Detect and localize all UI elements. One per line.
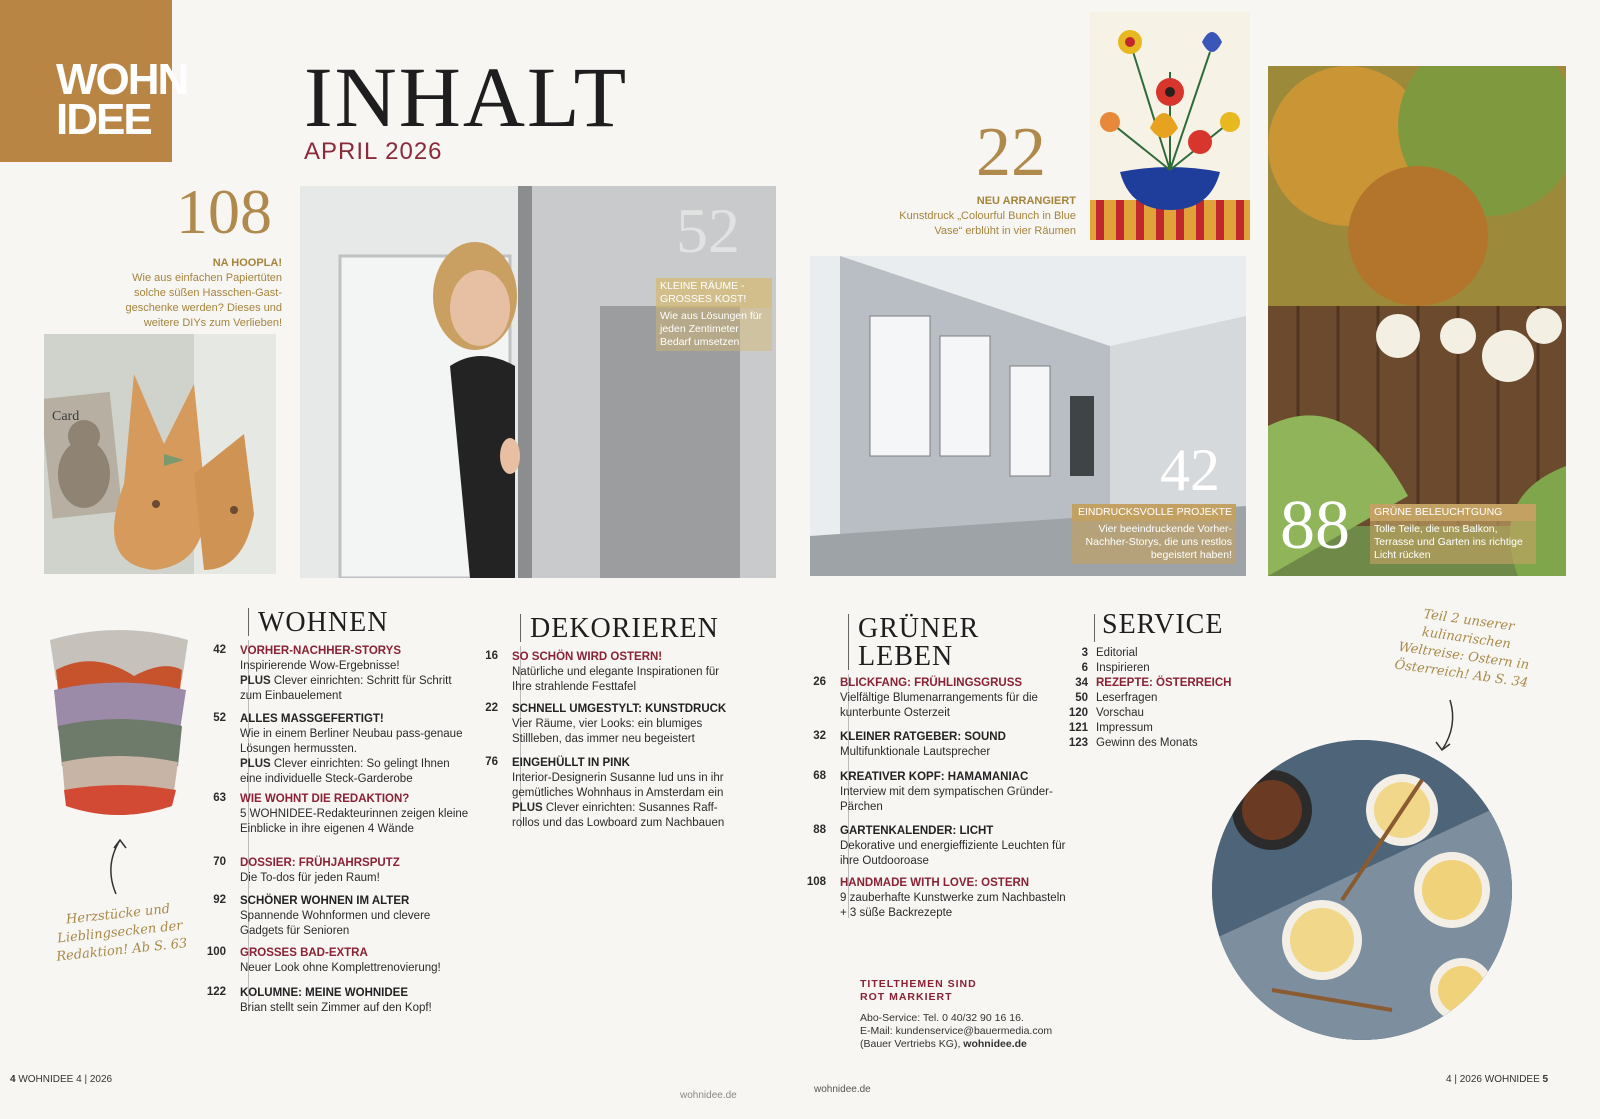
service-item[interactable] bbox=[1054, 691, 1157, 706]
note-line-1: TITELTHEMEN SIND bbox=[860, 978, 977, 990]
feature-88-head: GRÜNE BELEUCHTGUNG bbox=[1370, 504, 1536, 521]
bowls-illustration bbox=[44, 620, 194, 830]
page-number: 6 bbox=[1081, 662, 1088, 674]
service-label: Leserfragen bbox=[1096, 692, 1158, 704]
item-head: BLICKFANG: FRÜHLINGSGRUSS bbox=[840, 677, 1023, 689]
page-number: 122 bbox=[206, 986, 226, 998]
note-line-2: ROT MARKIERT bbox=[860, 991, 953, 1003]
item-text: Interview mit dem sympatischen Gründer-Pärchen bbox=[840, 786, 1053, 813]
page-number: 22 bbox=[485, 702, 498, 714]
feature-88-text: Tolle Teile, die uns Balkon, Terrasse und Garten ins richtige Licht rücken bbox=[1370, 521, 1536, 564]
feature-52-caption bbox=[656, 278, 772, 351]
easter-bunny-illustration bbox=[44, 334, 276, 574]
wohnen-rule bbox=[248, 608, 249, 636]
food-arrow bbox=[1428, 698, 1468, 754]
gruener-item[interactable] bbox=[800, 876, 1070, 921]
item-text: Multifunktionale Lautsprecher bbox=[840, 746, 991, 758]
plus-text: Clever einrichten: So gelingt Ihnen eine individuelle Steck-Garderobe bbox=[240, 758, 450, 785]
service-label: Vorschau bbox=[1096, 707, 1144, 719]
page-number: 100 bbox=[206, 946, 226, 958]
item-text: Spannende Wohnformen und clevere Gadgets für Senioren bbox=[240, 910, 431, 937]
footer-right-mag: WOHNIDEE bbox=[1484, 1074, 1540, 1085]
vertrieb-text: (Bauer Vertriebs KG), bbox=[860, 1038, 961, 1050]
service-label: Editorial bbox=[1096, 647, 1138, 659]
item-head: GROSSES BAD-EXTRA bbox=[240, 947, 368, 959]
footer-right-page: 5 bbox=[1542, 1074, 1549, 1085]
item-text: 5 WOHNIDEE-Redakteurinnen zeigen kleine Einblicke in ihre eigenen 4 Wände bbox=[240, 808, 469, 835]
dekorieren-item[interactable] bbox=[472, 702, 742, 747]
logo-line-1: WOHN bbox=[56, 55, 188, 104]
gruener-item[interactable] bbox=[800, 824, 1070, 869]
food-note: Teil 2 unserer kulinarischen Weltreise: Ostern in Österreich! Ab S. 34 bbox=[1393, 606, 1531, 692]
service-item[interactable] bbox=[1054, 706, 1144, 721]
wohnen-item[interactable] bbox=[200, 946, 470, 976]
page-number: 120 bbox=[1068, 707, 1088, 719]
plus-text: Clever einrichten: Susannes Raff-rollos und das Lowboard zum Nachbauen bbox=[512, 802, 725, 829]
item-body bbox=[240, 894, 470, 939]
magazine-logo bbox=[0, 0, 188, 162]
feature-52-number: 52 bbox=[676, 195, 740, 266]
item-head: ALLES MASSGEFERTIGT! bbox=[240, 713, 384, 725]
page-number: 3 bbox=[1081, 647, 1088, 659]
feature-88-number: 88 bbox=[1280, 487, 1350, 564]
feature-52-head: KLEINE RÄUME - GROSSES KOST! bbox=[656, 278, 772, 308]
feature-88-photo bbox=[1268, 66, 1566, 576]
footer-left-issue: 4 | 2026 bbox=[76, 1074, 113, 1085]
item-head: SCHÖNER WOHNEN IM ALTER bbox=[240, 895, 410, 907]
feature-42-caption bbox=[1072, 504, 1236, 564]
service-label: Impressum bbox=[1096, 722, 1153, 734]
plus-text: Clever einrichten: Schritt für Schritt zum Einbauelement bbox=[240, 675, 452, 702]
feature-22-head: NEU ARRANGIERT bbox=[976, 195, 1076, 207]
service-item[interactable] bbox=[1054, 676, 1231, 691]
item-text: Dekorative und energieffiziente Leuchten für ihre Outdooroase bbox=[840, 840, 1066, 867]
feature-42-photo bbox=[810, 256, 1246, 576]
title-themes-note bbox=[860, 978, 977, 1004]
item-body bbox=[840, 676, 1070, 721]
dekorieren-item[interactable] bbox=[472, 650, 742, 695]
footer-center-right: wohnidee.de bbox=[814, 1084, 871, 1095]
item-head: KREATIVER KOPF: HAMAMANIAC bbox=[840, 771, 1029, 783]
page-number: 68 bbox=[813, 770, 826, 782]
bowls-image bbox=[44, 620, 194, 830]
food-illustration bbox=[1212, 740, 1512, 1040]
arrow-up-icon bbox=[100, 836, 140, 896]
feature-42-text: Vier beeindruckende Vorher-Nachher-Storys, die uns restlos begeistert haben! bbox=[1072, 521, 1236, 564]
feature-42-number: 42 bbox=[1160, 437, 1220, 503]
wohnen-item[interactable] bbox=[200, 792, 470, 837]
footer-left bbox=[10, 1074, 112, 1085]
abo-service: Abo-Service: Tel. 0 40/32 90 16 16. bbox=[860, 1012, 1024, 1024]
contact-block bbox=[860, 1012, 1052, 1051]
wohnen-item[interactable] bbox=[200, 856, 470, 886]
footer-left-mag: WOHNIDEE bbox=[18, 1074, 74, 1085]
item-body bbox=[240, 644, 470, 704]
footer-center-left: wohnidee.de bbox=[680, 1090, 737, 1101]
dekorieren-rule bbox=[520, 614, 521, 642]
page-number: 63 bbox=[213, 792, 226, 804]
page-number: 16 bbox=[485, 650, 498, 662]
plus-label: PLUS bbox=[240, 758, 271, 770]
service-item[interactable] bbox=[1054, 661, 1150, 676]
item-body bbox=[240, 792, 470, 837]
item-text: Natürliche und elegante Inspirationen für Ihre strahlende Festtafel bbox=[512, 666, 720, 693]
item-head: EINGEHÜLLT IN PINK bbox=[512, 757, 630, 769]
service-item[interactable] bbox=[1054, 646, 1138, 661]
item-head: KLEINER RATGEBER: SOUND bbox=[840, 731, 1006, 743]
feature-108-text: Wie aus einfachen Papiertüten solche süßen Hasschen-Gast-geschenke werden? Dieses und weitere DIYs zum Verlieben! bbox=[125, 272, 282, 329]
gruener-title-2: LEBEN bbox=[858, 641, 954, 672]
flower-vase-illustration bbox=[1090, 12, 1250, 240]
feature-88-caption bbox=[1370, 504, 1536, 564]
item-head: VORHER-NACHHER-STORYS bbox=[240, 645, 402, 657]
page-number: 70 bbox=[213, 856, 226, 868]
page-number: 108 bbox=[806, 876, 826, 888]
item-text: Vier Räume, vier Looks: ein blumiges Stillleben, das immer neu begeistert bbox=[512, 718, 703, 745]
item-body bbox=[840, 770, 1070, 815]
item-head: WIE WOHNT DIE REDAKTION? bbox=[240, 793, 410, 805]
item-body bbox=[840, 824, 1070, 869]
item-text: Brian stellt sein Zimmer auf den Kopf! bbox=[240, 1002, 432, 1014]
page-number: 92 bbox=[213, 894, 226, 906]
bowls-note: Herzstücke und Lieblingsecken der Redaktion! Ab S. 63 bbox=[55, 901, 188, 965]
logo-line-2: IDEE bbox=[56, 95, 151, 144]
footer-right-issue: 4 | 2026 bbox=[1446, 1074, 1482, 1085]
wohnen-item[interactable] bbox=[200, 894, 470, 939]
item-head: SCHNELL UMGESTYLT: KUNSTDRUCK bbox=[512, 703, 727, 715]
feature-22-text: Kunstdruck „Colourful Bunch in Blue Vase“ erblüht in vier Räumen bbox=[899, 210, 1076, 237]
footer-left-page: 4 bbox=[10, 1074, 16, 1085]
dekorieren-item[interactable] bbox=[472, 756, 742, 831]
service-label: REZEPTE: ÖSTERREICH bbox=[1096, 677, 1232, 689]
item-body bbox=[512, 756, 742, 831]
page-number: 42 bbox=[213, 644, 226, 656]
gruener-item[interactable] bbox=[800, 676, 1070, 721]
item-text: Wie in einem Berliner Neubau pass-genaue Lösungen hermussten. bbox=[240, 728, 463, 755]
item-body bbox=[240, 856, 470, 886]
item-head: DOSSIER: FRÜHJAHRSPUTZ bbox=[240, 857, 400, 869]
service-item[interactable] bbox=[1054, 721, 1153, 736]
item-text: Die To-dos für jeden Raum! bbox=[240, 872, 380, 884]
bowls-arrow bbox=[100, 836, 140, 896]
feature-108-head: NA HOOPLA! bbox=[212, 257, 282, 269]
food-photo bbox=[1212, 740, 1512, 1040]
page-number: 123 bbox=[1068, 737, 1088, 749]
page-subtitle: APRIL 2026 bbox=[304, 138, 443, 165]
item-body bbox=[512, 650, 742, 695]
item-head: SO SCHÖN WIRD OSTERN! bbox=[512, 651, 663, 663]
dekorieren-title: DEKORIEREN bbox=[530, 613, 719, 644]
gruener-rule bbox=[848, 614, 849, 670]
item-text: Interior-Designerin Susanne lud uns in ihr gemütliches Wohnhaus in Amsterdam ein bbox=[512, 772, 724, 799]
gruener-item[interactable] bbox=[800, 770, 1070, 815]
item-text: Inspirierende Wow-Ergebnisse! bbox=[240, 660, 400, 672]
item-body bbox=[840, 876, 1070, 921]
wohnen-item[interactable] bbox=[200, 986, 470, 1016]
item-body bbox=[240, 946, 470, 976]
gruener-title-1: GRÜNER bbox=[858, 613, 980, 644]
page-number: 52 bbox=[213, 712, 226, 724]
item-head: HANDMADE WITH LOVE: OSTERN bbox=[840, 877, 1030, 889]
service-label: Inspirieren bbox=[1096, 662, 1150, 674]
footer-right bbox=[1446, 1074, 1548, 1085]
item-body bbox=[840, 730, 1070, 760]
easter-bunny-photo bbox=[44, 334, 276, 574]
feature-52-text: Wie aus Lösungen für jeden Zentimeter Bedarf umsetzen bbox=[656, 308, 772, 351]
page-number: 50 bbox=[1075, 692, 1088, 704]
feature-22-number: 22 bbox=[976, 114, 1046, 191]
item-text: Neuer Look ohne Komplettrenovierung! bbox=[240, 962, 441, 974]
wohnen-item[interactable] bbox=[200, 712, 470, 787]
page-number: 121 bbox=[1068, 722, 1088, 734]
page-number: 76 bbox=[485, 756, 498, 768]
plus-label: PLUS bbox=[512, 802, 543, 814]
service-rule bbox=[1094, 614, 1095, 642]
email-link[interactable]: E-Mail: kundenservice@bauermedia.com bbox=[860, 1025, 1053, 1037]
page-number: 88 bbox=[813, 824, 826, 836]
feature-108-caption bbox=[120, 256, 282, 331]
feature-108-number: 108 bbox=[176, 176, 272, 247]
service-title: SERVICE bbox=[1102, 609, 1224, 640]
gruener-item[interactable] bbox=[800, 730, 1070, 760]
item-body bbox=[512, 702, 742, 747]
flower-print-image bbox=[1090, 12, 1250, 240]
service-label: Gewinn des Monats bbox=[1096, 737, 1198, 749]
service-item[interactable] bbox=[1054, 736, 1198, 751]
feature-52-photo bbox=[300, 186, 776, 578]
bunny-card-text: Card bbox=[52, 409, 80, 424]
wohnen-item[interactable] bbox=[200, 644, 470, 704]
website-link[interactable]: wohnidee.de bbox=[963, 1038, 1027, 1050]
item-body bbox=[240, 986, 470, 1016]
item-body bbox=[240, 712, 470, 787]
page-number: 32 bbox=[813, 730, 826, 742]
item-head: KOLUMNE: MEINE WOHNIDEE bbox=[240, 987, 409, 999]
item-text: Vielfältige Blumenarrangements für die kunterbunte Osterzeit bbox=[840, 692, 1038, 719]
page-number: 26 bbox=[813, 676, 826, 688]
feature-22-caption bbox=[890, 194, 1076, 239]
plus-label: PLUS bbox=[240, 675, 271, 687]
page-title: INHALT bbox=[304, 49, 629, 145]
arrow-down-icon bbox=[1428, 698, 1468, 754]
item-text: 9 zauberhafte Kunstwerke zum Nachbasteln + 3 süße Backrezepte bbox=[840, 892, 1066, 919]
page-number: 34 bbox=[1075, 677, 1088, 689]
wohnen-title: WOHNEN bbox=[258, 607, 389, 638]
feature-42-head: EINDRUCKSVOLLE PROJEKTE bbox=[1072, 504, 1236, 521]
item-head: GARTENKALENDER: LICHT bbox=[840, 825, 994, 837]
